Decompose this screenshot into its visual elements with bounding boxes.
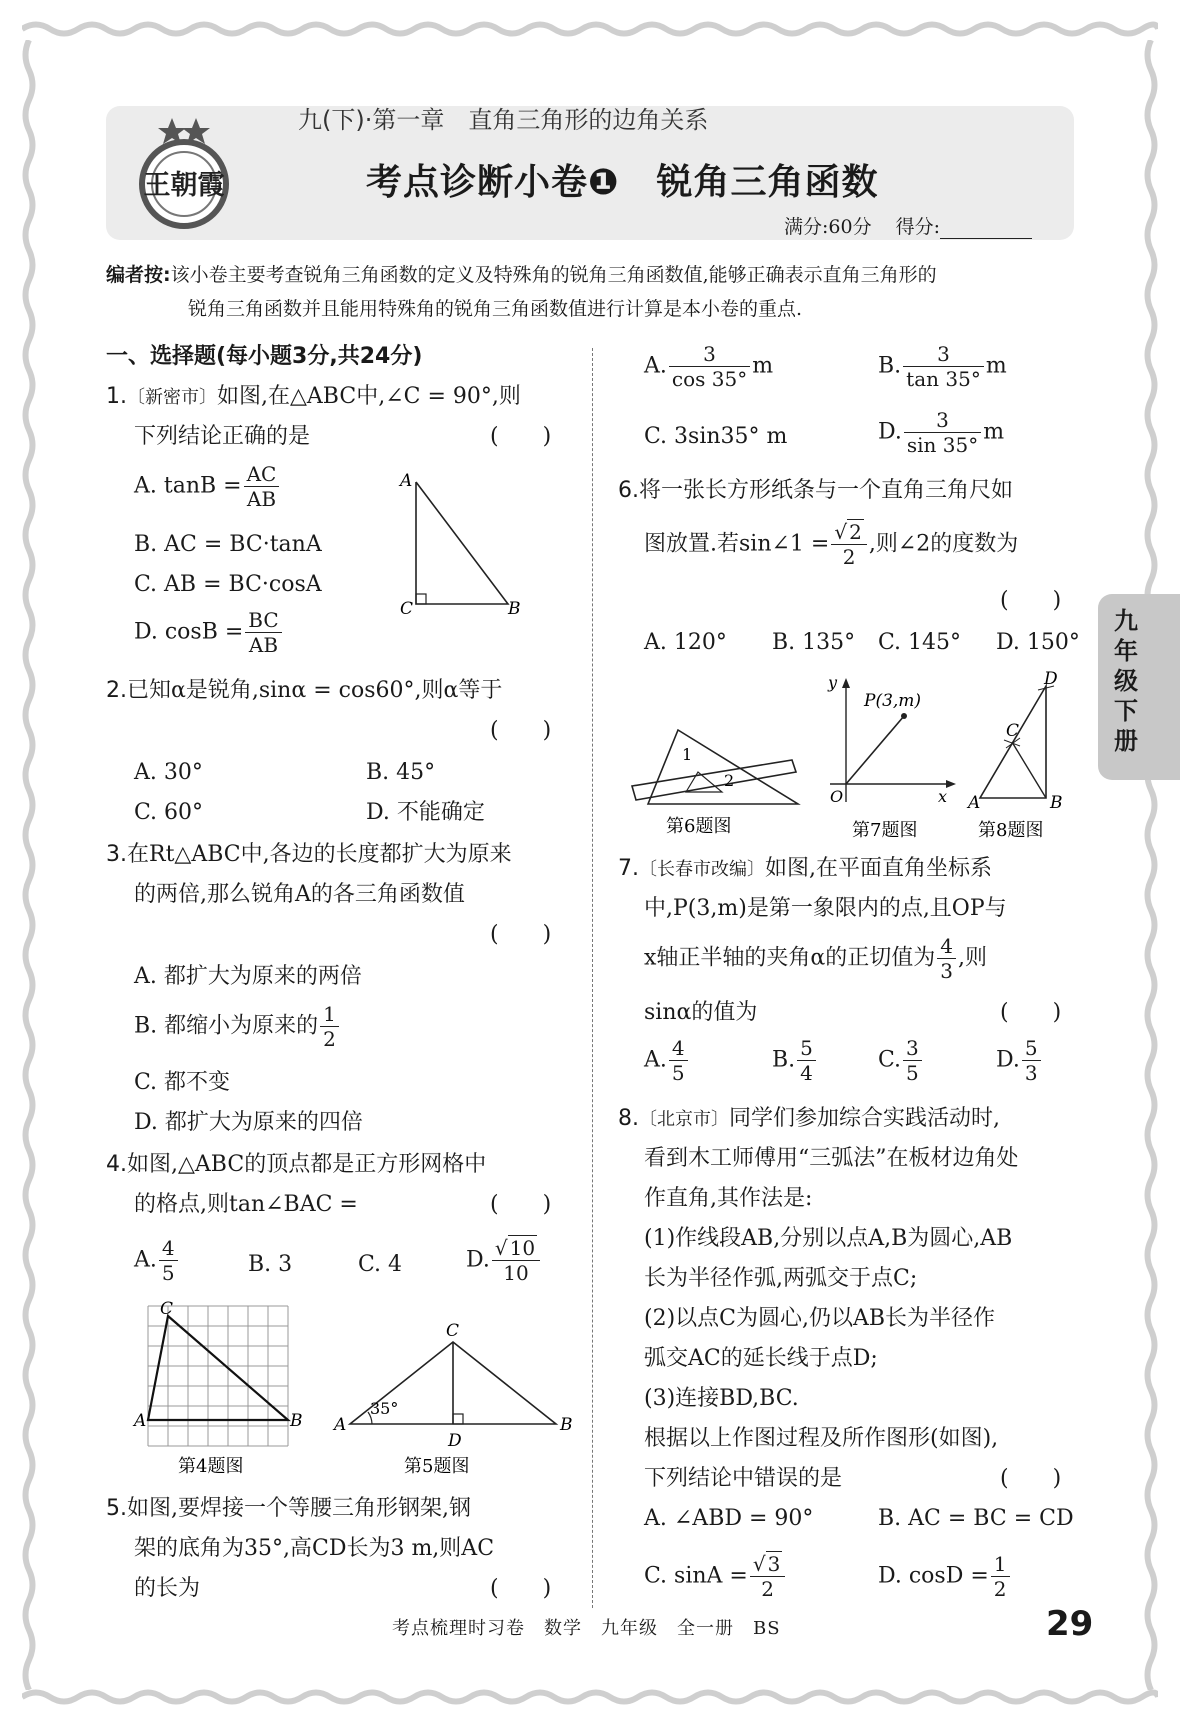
column-divider xyxy=(592,348,593,1608)
q8-answer-paren[interactable]: ( ) xyxy=(1000,1466,1062,1491)
q1-source: 〔新密市〕 xyxy=(127,387,217,408)
q7-option-a[interactable]: A. $\frac{4}{5}$ xyxy=(644,1036,690,1085)
score-line xyxy=(784,212,1032,239)
full-marks: 满分:60分 xyxy=(784,216,872,238)
fig4-grid-figure xyxy=(128,1296,308,1482)
fig4-label-b: B xyxy=(290,1411,303,1431)
q3-option-b[interactable]: B. 都缩小为原来的 $\frac{1}{2}$ xyxy=(134,1002,341,1051)
q6-option-d[interactable]: D. 150° xyxy=(996,630,1080,655)
q6-option-c[interactable]: C. 145° xyxy=(878,630,962,655)
score-label: 得分: xyxy=(895,216,941,238)
q4-line-1 xyxy=(106,1150,486,1180)
q2-line-1 xyxy=(106,676,502,706)
page-title: 考点诊断小卷❶ 锐角三角函数 xyxy=(366,162,879,203)
fig7-point-p: P(3,m) xyxy=(864,691,922,711)
left-wave-border xyxy=(22,40,36,1690)
fig7-caption: 第7题图 xyxy=(852,820,918,841)
q3-option-a[interactable]: A. 都扩大为原来的两倍 xyxy=(134,964,362,989)
fig6-angle-1: 1 xyxy=(682,745,693,764)
q1-number: 1. xyxy=(106,384,127,409)
q5-option-a[interactable]: A. $\frac{3}{\cos 35^\circ}$ m xyxy=(644,342,774,391)
q8-line-4: (1)作线段AB,分别以点A,B为圆心,AB xyxy=(644,1226,1013,1251)
q3-number: 3. xyxy=(106,842,127,867)
note-line-2: 锐角三角函数并且能用特殊角的锐角三角函数值进行计算是本小卷的重点. xyxy=(188,298,803,320)
note-line-1: 该小卷主要考查锐角三角函数的定义及特殊角的锐角三角函数值,能够正确表示直角三角形的 xyxy=(170,264,937,286)
q8-line-2: 看到木工师傅用“三弧法”在板材边角处 xyxy=(644,1146,1019,1171)
q6-text-1: 将一张长方形纸条与一个直角三角尺如 xyxy=(639,478,1014,503)
q5-answer-paren[interactable]: ( ) xyxy=(490,1576,552,1601)
q1-answer-paren[interactable]: ( ) xyxy=(490,424,552,449)
q1-line-2: 下列结论正确的是 xyxy=(134,424,311,449)
q2-option-b[interactable]: B. 45° xyxy=(366,760,436,785)
score-blank[interactable] xyxy=(940,220,1032,239)
q5-option-d[interactable]: D. $\frac{3}{\sin 35^\circ}$ m xyxy=(878,408,1005,457)
q1-line-1 xyxy=(106,382,521,413)
page-number: 29 xyxy=(1046,1604,1094,1644)
q1-option-a[interactable]: A. tanB = $\frac{AC}{AB}$ xyxy=(134,462,281,511)
fig7-axis-x: x xyxy=(938,787,948,806)
fig8-label-c: C xyxy=(1006,721,1020,741)
q8-source: 〔北京市〕 xyxy=(639,1109,729,1130)
fig4-label-c: C xyxy=(160,1299,174,1319)
chapter-title: 九(下)·第一章 直角三角形的边角关系 xyxy=(298,106,709,134)
q2-option-a[interactable]: A. 30° xyxy=(134,760,203,785)
fig5-label-b: B xyxy=(560,1415,573,1435)
q1-label-c: C xyxy=(400,599,414,619)
q5-text-1: 如图,要焊接一个等腰三角形钢架,钢 xyxy=(127,1496,471,1521)
q7-line-4: sinα的值为 xyxy=(644,1000,758,1025)
q8-line-10: 下列结论中错误的是 xyxy=(644,1466,843,1491)
fig8-label-a: A xyxy=(968,793,981,813)
fig5-triangle-figure xyxy=(330,1320,580,1482)
fig5-angle-label: 35° xyxy=(370,1399,399,1418)
q6-line-1 xyxy=(618,476,1013,506)
q8-option-b[interactable]: B. AC = BC = CD xyxy=(878,1506,1074,1531)
q7-line-3: x轴正半轴的夹角α的正切值为 $\frac{4}{3}$ ,则 xyxy=(644,934,987,983)
q5-option-c[interactable]: C. 3sin35° m xyxy=(644,424,788,449)
q8-line-5: 长为半径作弧,两弧交于点C; xyxy=(644,1266,918,1291)
q6-line-2: 图放置.若sin∠1 = $\frac{√ 2}{2}$ ,则∠2的度数为 xyxy=(644,520,1019,569)
page-footer: 考点梳理时习卷 数学 九年级 全一册 BS xyxy=(392,1618,781,1639)
fig7-axis-y: y xyxy=(828,673,838,692)
q8-line-7: 弧交AC的延长线于点D; xyxy=(644,1346,878,1371)
q8-number: 8. xyxy=(618,1106,639,1131)
q7-answer-paren[interactable]: ( ) xyxy=(1000,1000,1062,1025)
q1-text-1: 如图,在△ABC中,∠C = 90°,则 xyxy=(217,384,521,409)
fig8-construction-figure xyxy=(964,668,1078,844)
q8-option-d[interactable]: D. cosD = $\frac{1}{2}$ xyxy=(878,1552,1012,1601)
section-heading: 一、选择题(每小题3分,共24分) xyxy=(106,344,423,369)
q2-number: 2. xyxy=(106,678,127,703)
q8-line-3: 作直角,其作法是: xyxy=(644,1186,813,1211)
q5-line-1 xyxy=(106,1494,471,1524)
q8-line-8: (3)连接BD,BC. xyxy=(644,1386,799,1411)
fig8-caption: 第8题图 xyxy=(978,820,1044,841)
q3-option-c[interactable]: C. 都不变 xyxy=(134,1070,231,1095)
q4-option-d[interactable]: D. $\frac{√ 10}{10}$ xyxy=(466,1236,542,1285)
editor-note xyxy=(106,258,1082,326)
top-wave-border xyxy=(22,20,1158,38)
q1-label-b: B xyxy=(508,599,521,619)
fig5-label-c: C xyxy=(446,1321,460,1341)
q7-source: 〔长春市改编〕 xyxy=(639,859,765,880)
q4-number: 4. xyxy=(106,1152,127,1177)
fig7-origin: O xyxy=(830,787,844,806)
fig7-coordinate-figure xyxy=(816,672,962,844)
q3-line-2: 的两倍,那么锐角A的各三角函数值 xyxy=(134,882,465,907)
q3-line-1 xyxy=(106,840,512,870)
fig5-caption: 第5题图 xyxy=(404,1456,470,1477)
fig4-caption: 第4题图 xyxy=(178,1456,244,1477)
q3-text-1: 在Rt△ABC中,各边的长度都扩大为原来 xyxy=(127,842,512,867)
q4-option-c[interactable]: C. 4 xyxy=(358,1252,403,1277)
q4-option-a[interactable]: A. $\frac{4}{5}$ xyxy=(134,1236,180,1285)
q1-option-b[interactable]: B. AC = BC·tanA xyxy=(134,532,322,557)
q8-option-c[interactable]: C. sinA = $\frac{√ 3}{2}$ xyxy=(644,1552,787,1601)
q4-option-b[interactable]: B. 3 xyxy=(248,1252,293,1277)
q3-answer-paren[interactable]: ( ) xyxy=(490,922,552,947)
q3-option-d[interactable]: D. 都扩大为原来的四倍 xyxy=(134,1110,363,1135)
q1-triangle-figure xyxy=(396,470,536,620)
q5-line-3: 的长为 xyxy=(134,1576,201,1601)
q6-answer-paren[interactable]: ( ) xyxy=(1000,588,1062,613)
q4-answer-paren[interactable]: ( ) xyxy=(490,1192,552,1217)
q2-option-d[interactable]: D. 不能确定 xyxy=(366,800,485,825)
right-wave-border xyxy=(1144,40,1158,1690)
q7-option-c[interactable]: C. $\frac{3}{5}$ xyxy=(878,1036,924,1085)
q8-text-1: 同学们参加综合实践活动时, xyxy=(729,1106,1000,1131)
q6-option-b[interactable]: B. 135° xyxy=(772,630,856,655)
fig8-label-d: D xyxy=(1044,669,1058,689)
q8-option-a[interactable]: A. ∠ABD = 90° xyxy=(644,1506,814,1531)
q5-option-b[interactable]: B. $\frac{3}{\tan 35^\circ}$ m xyxy=(878,342,1007,391)
svg-text:王朝霞: 王朝霞 xyxy=(143,170,225,201)
q7-line-2: 中,P(3,m)是第一象限内的点,且OP与 xyxy=(644,896,1007,921)
q2-text-1: 已知α是锐角,sinα = cos60°,则α等于 xyxy=(127,678,503,703)
brand-logo xyxy=(128,112,240,230)
fig6-angle-2: 2 xyxy=(724,771,735,790)
q8-line-6: (2)以点C为圆心,仍以AB长为半径作 xyxy=(644,1306,996,1331)
q1-label-a: A xyxy=(400,471,413,491)
q4-text-1: 如图,△ABC的顶点都是正方形网格中 xyxy=(127,1152,487,1177)
note-label: 编者按: xyxy=(106,264,171,286)
bottom-wave-border xyxy=(22,1688,1158,1706)
q7-option-b[interactable]: B. $\frac{5}{4}$ xyxy=(772,1036,818,1085)
q8-line-1 xyxy=(618,1104,1000,1135)
fig5-label-a: A xyxy=(334,1415,347,1435)
q7-option-d[interactable]: D. $\frac{5}{3}$ xyxy=(996,1036,1043,1085)
q6-option-a[interactable]: A. 120° xyxy=(644,630,727,655)
q5-line-2: 架的底角为35°,高CD长为3 m,则AC xyxy=(134,1536,495,1561)
fig6-ruler-figure xyxy=(626,720,806,844)
fig8-label-b: B xyxy=(1050,793,1063,813)
q7-number: 7. xyxy=(618,856,639,881)
fig4-label-a: A xyxy=(134,1411,147,1431)
grade-side-tab-label: 九年级下册 xyxy=(1114,607,1138,755)
q1-option-d[interactable]: D. cosB = $\frac{BC}{AB}$ xyxy=(134,608,284,657)
q5-number: 5. xyxy=(106,1496,127,1521)
fig6-caption: 第6题图 xyxy=(666,816,732,837)
q6-number: 6. xyxy=(618,478,639,503)
fig5-label-d: D xyxy=(448,1431,462,1451)
q4-line-2: 的格点,则tan∠BAC = xyxy=(134,1192,358,1217)
q2-option-c[interactable]: C. 60° xyxy=(134,800,204,825)
q7-text-1: 如图,在平面直角坐标系 xyxy=(765,856,992,881)
q8-line-9: 根据以上作图过程及所作图形(如图), xyxy=(644,1426,999,1451)
q2-answer-paren[interactable]: ( ) xyxy=(490,718,552,743)
q1-option-c[interactable]: C. AB = BC·cosA xyxy=(134,572,322,597)
q7-line-1 xyxy=(618,854,992,885)
